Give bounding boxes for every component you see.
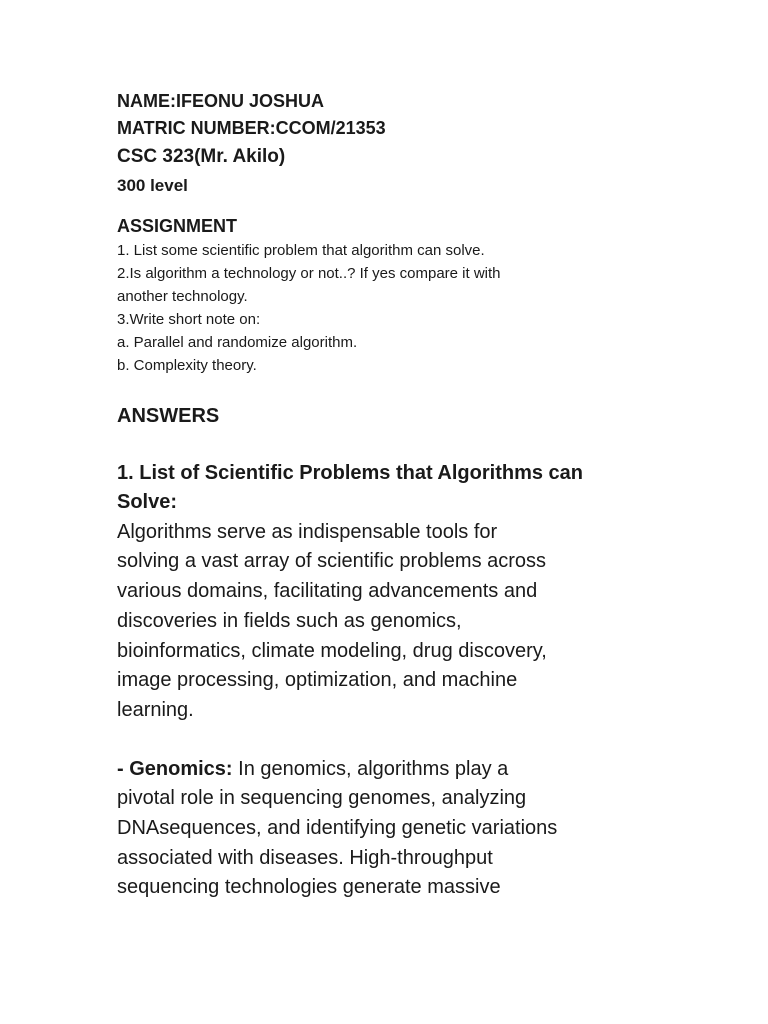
paragraph-line: discoveries in fields such as genomics, [117,609,462,632]
assignment-heading: ASSIGNMENT [117,216,238,236]
assignment-question-line: b. Complexity theory. [117,357,257,374]
genomics-label: - Genomics: [117,757,233,780]
paragraph-line: pivotal role in sequencing genomes, analyzing [117,787,527,810]
paragraph-line [117,755,677,785]
document-page [117,88,677,903]
assignment-question-line: 2.Is algorithm a technology or not..? If yes compare it with [117,265,501,282]
paragraph-line: associated with diseases. High-throughput [117,846,493,869]
paragraph-line: various domains, facilitating advancements and [117,580,538,603]
paragraph-line: DNAsequences, and identifying genetic variations [117,817,558,840]
genomics-paragraph [117,755,677,904]
paragraph-line: bioinformatics, climate modeling, drug discovery, [117,639,547,662]
paragraph-line: Algorithms serve as indispensable tools for [117,520,498,543]
assignment-question-line: 1. List some scientific problem that algorithm can solve. [117,242,485,259]
section-title-line: Solve: [117,491,178,513]
assignment-question-line: 3.Write short note on: [117,311,261,328]
answers-heading: ANSWERS [117,405,220,427]
answer-1-intro-paragraph [117,518,677,726]
assignment-question-line: a. Parallel and randomize algorithm. [117,334,358,351]
level: 300 level [117,176,188,195]
student-name: NAME:IFEONU JOSHUA [117,91,325,111]
answers-section [117,401,677,903]
student-header [117,88,677,200]
paragraph-line: sequencing technologies generate massive [117,876,501,899]
paragraph-line: solving a vast array of scientific problems across [117,550,547,573]
paragraph-line: image processing, optimization, and machine [117,669,518,692]
genomics-text: In genomics, algorithms play a [232,757,509,780]
paragraph-line: learning. [117,698,194,721]
assignment-question-line: another technology. [117,288,248,305]
answer-1-heading [117,459,677,518]
matric-number: MATRIC NUMBER:CCOM/21353 [117,118,386,138]
course-code: CSC 323(Mr. Akilo) [117,146,286,167]
section-title-line: 1. List of Scientific Problems that Algorithms can [117,462,584,484]
assignment-section [117,213,677,377]
